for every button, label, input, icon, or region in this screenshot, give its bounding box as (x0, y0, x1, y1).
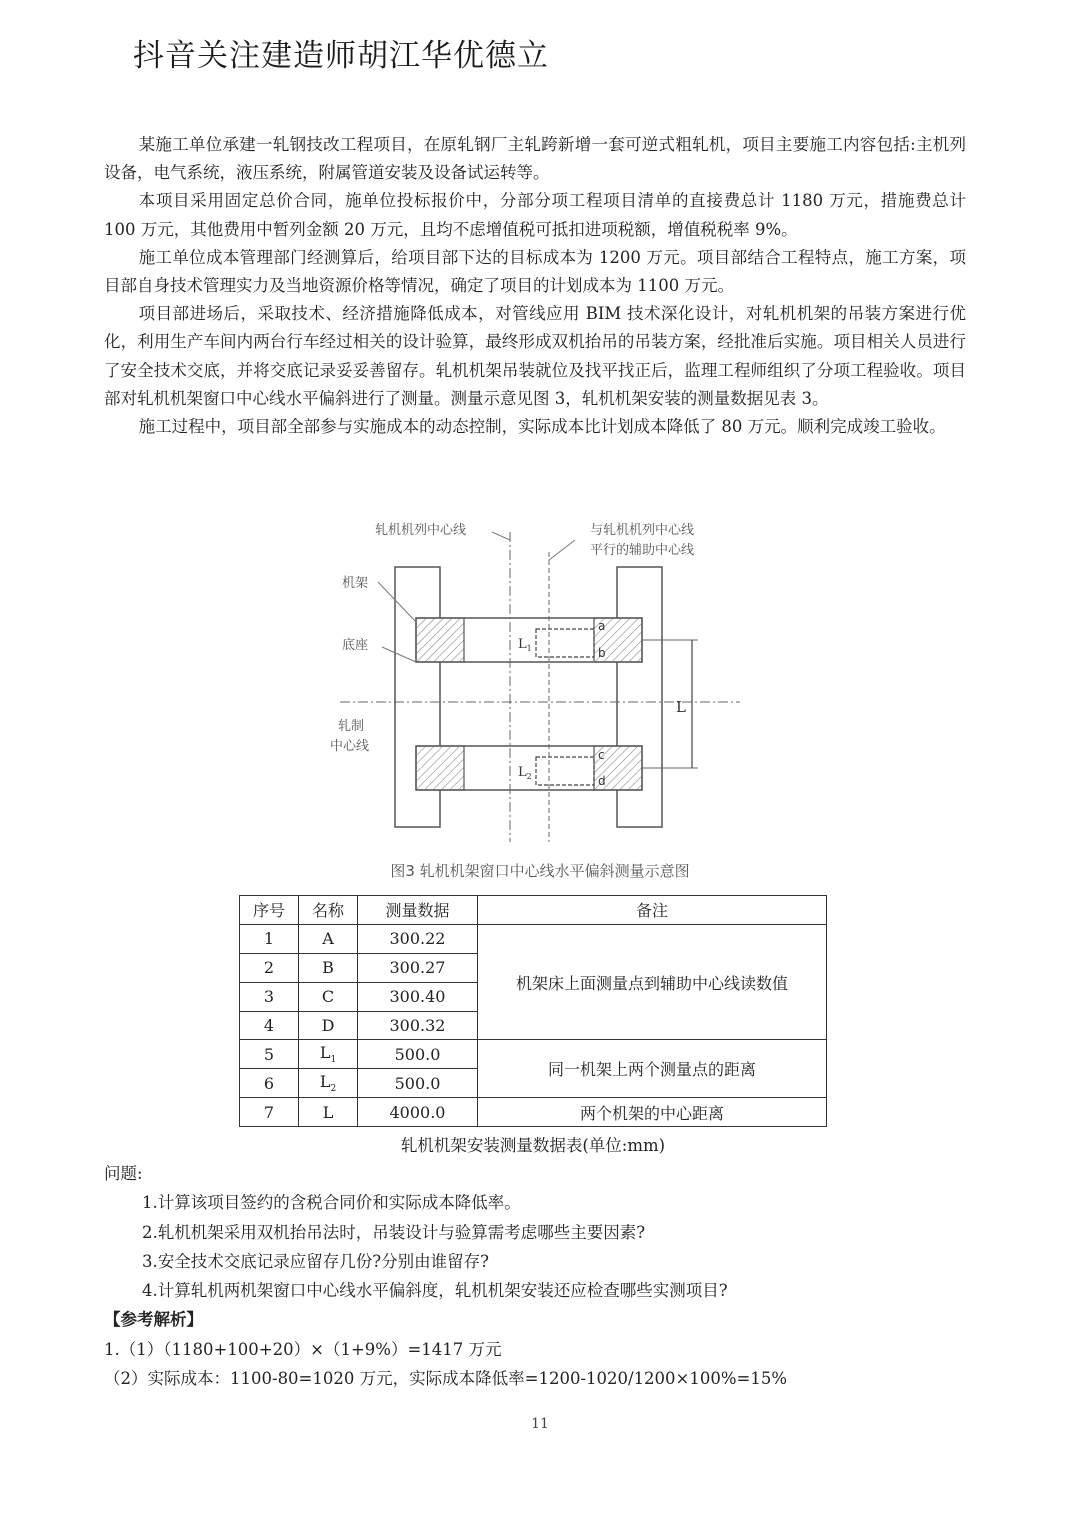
cell-no: 1 (240, 924, 299, 953)
label-aux-centerline-2: 平行的辅助中心线 (590, 543, 695, 558)
table-header-row (240, 896, 827, 925)
label-L1-sub: 1 (526, 644, 532, 653)
question-item: 3.安全技术交底记录应留存几份?分别由谁留存? (142, 1251, 489, 1271)
questions-label: 问题: (104, 1164, 143, 1183)
cell-note: 两个机架的中心距离 (478, 1098, 827, 1127)
answer-line: （2）实际成本：1100-80=1020 万元，实际成本降低率=1200-1020/1200×100%=15% (104, 1369, 788, 1389)
page-number: 11 (531, 1416, 549, 1432)
label-aux-centerline-1: 与轧机机列中心线 (590, 523, 695, 538)
label-L2: L (518, 765, 527, 780)
cell-name: A (299, 924, 358, 953)
cell-note: 同一机架上两个测量点的距离 (478, 1040, 827, 1098)
answer-line: 1.（1）（1180+100+20）×（1+9%）=1417 万元 (104, 1339, 502, 1359)
measurement-table (239, 895, 827, 1127)
cell-name: B (299, 953, 358, 982)
label-rolling-2: 中心线 (330, 739, 370, 754)
point-b: b (598, 646, 606, 660)
paragraph: 施工过程中，项目部全部参与实施成本的动态控制，实际成本比计划成本降低了 80 万元。顺利完成竣工验收。 (138, 417, 946, 437)
figure-caption: 图3 轧机机架窗口中心线水平偏斜测量示意图 (390, 862, 690, 880)
question-item: 4.计算轧机两机架窗口中心线水平偏斜度，轧机机架安装还应检查哪些实测项目? (142, 1281, 728, 1301)
cell-value: 4000.0 (358, 1098, 478, 1127)
cell-value: 300.32 (358, 1011, 478, 1040)
cell-no: 3 (240, 982, 299, 1011)
measurement-diagram (320, 512, 760, 857)
paragraph: 项目部进场后，采取技术、经济措施降低成本，对管线应用 BIM 技术深化设计，对轧机机架的吊装方案进行优化，利用生产车间内两台行车经过相关的设计验算，最终形成双机抬吊的吊装方案，经批准后实施。项目相关人员进行了安全技术交底，并将交底记录妥妥善留存。轧机机架吊装就位及找平找正后，监理工程师组织了分项工程验收。项目部对轧机机架窗口中心线水平偏斜进行了测量。测量示意见图 3，轧机机架安装的测量数据见表 3。 (104, 304, 966, 408)
page-header-title: 抖音关注建造师胡江华优德立 (133, 38, 549, 74)
label-L1: L (518, 637, 527, 652)
label-base: 底座 (342, 638, 369, 653)
table-row (240, 1098, 827, 1127)
label-L2-sub: 2 (526, 772, 532, 781)
cell-name: $L_2$ (299, 1069, 358, 1098)
label-rolling-1: 轧制 (338, 719, 365, 734)
cell-name: L (299, 1098, 358, 1127)
table-row (240, 924, 827, 953)
paragraph: 本项目采用固定总价合同，施单位投标报价中，分部分项工程项目清单的直接费总计 1180 万元，措施费总计 100 万元，其他费用中暂列金额 20 万元，且均不虑增值税可抵扣进项税额，增值税税率 9%。 (104, 191, 966, 239)
paragraph: 某施工单位承建一轧钢技改工程项目，在原轧钢厂主轧跨新增一套可逆式粗轧机，项目主要施工内容包括:主机列设备，电气系统，液压系统，附属管道安装及设备试运转等。 (104, 135, 966, 183)
case-description (104, 131, 966, 441)
label-L: L (676, 698, 686, 716)
cell-no: 6 (240, 1069, 299, 1098)
table-row (240, 1040, 827, 1069)
cell-value: 500.0 (358, 1040, 478, 1069)
label-mill-centerline: 轧机机列中心线 (375, 523, 467, 538)
cell-no: 5 (240, 1040, 299, 1069)
questions-section (104, 1159, 966, 1393)
cell-note: 机架床上面测量点到辅助中心线读数值 (478, 924, 827, 1040)
col-header: 序号 (240, 896, 299, 925)
table-caption: 轧机机架安装测量数据表(单位:mm) (400, 1136, 666, 1155)
cell-value: 300.40 (358, 982, 478, 1011)
point-d: d (598, 774, 606, 788)
question-item: 2.轧机机架采用双机抬吊法时，吊装设计与验算需考虑哪些主要因素? (142, 1222, 646, 1242)
cell-value: 300.22 (358, 924, 478, 953)
label-frame: 机架 (342, 576, 369, 591)
cell-no: 7 (240, 1098, 299, 1127)
cell-value: 500.0 (358, 1069, 478, 1098)
point-c: c (598, 748, 605, 762)
question-item: 1.计算该项目签约的含税合同价和实际成本降低率。 (142, 1193, 521, 1213)
cell-name: C (299, 982, 358, 1011)
point-a: a (598, 619, 606, 633)
col-header: 测量数据 (358, 896, 478, 925)
cell-value: 300.27 (358, 953, 478, 982)
paragraph: 施工单位成本管理部门经测算后，给项目部下达的目标成本为 1200 万元。项目部结合工程特点，施工方案，项目部自身技术管理实力及当地资源价格等情况，确定了项目的计划成本为 1100 万元。 (104, 247, 966, 296)
cell-name: $L_1$ (299, 1040, 358, 1069)
col-header: 备注 (478, 896, 827, 925)
answer-label: 【参考解析】 (104, 1310, 203, 1330)
cell-no: 4 (240, 1011, 299, 1040)
cell-no: 2 (240, 953, 299, 982)
cell-name: D (299, 1011, 358, 1040)
col-header: 名称 (299, 896, 358, 925)
figure-3-diagram (320, 512, 760, 887)
